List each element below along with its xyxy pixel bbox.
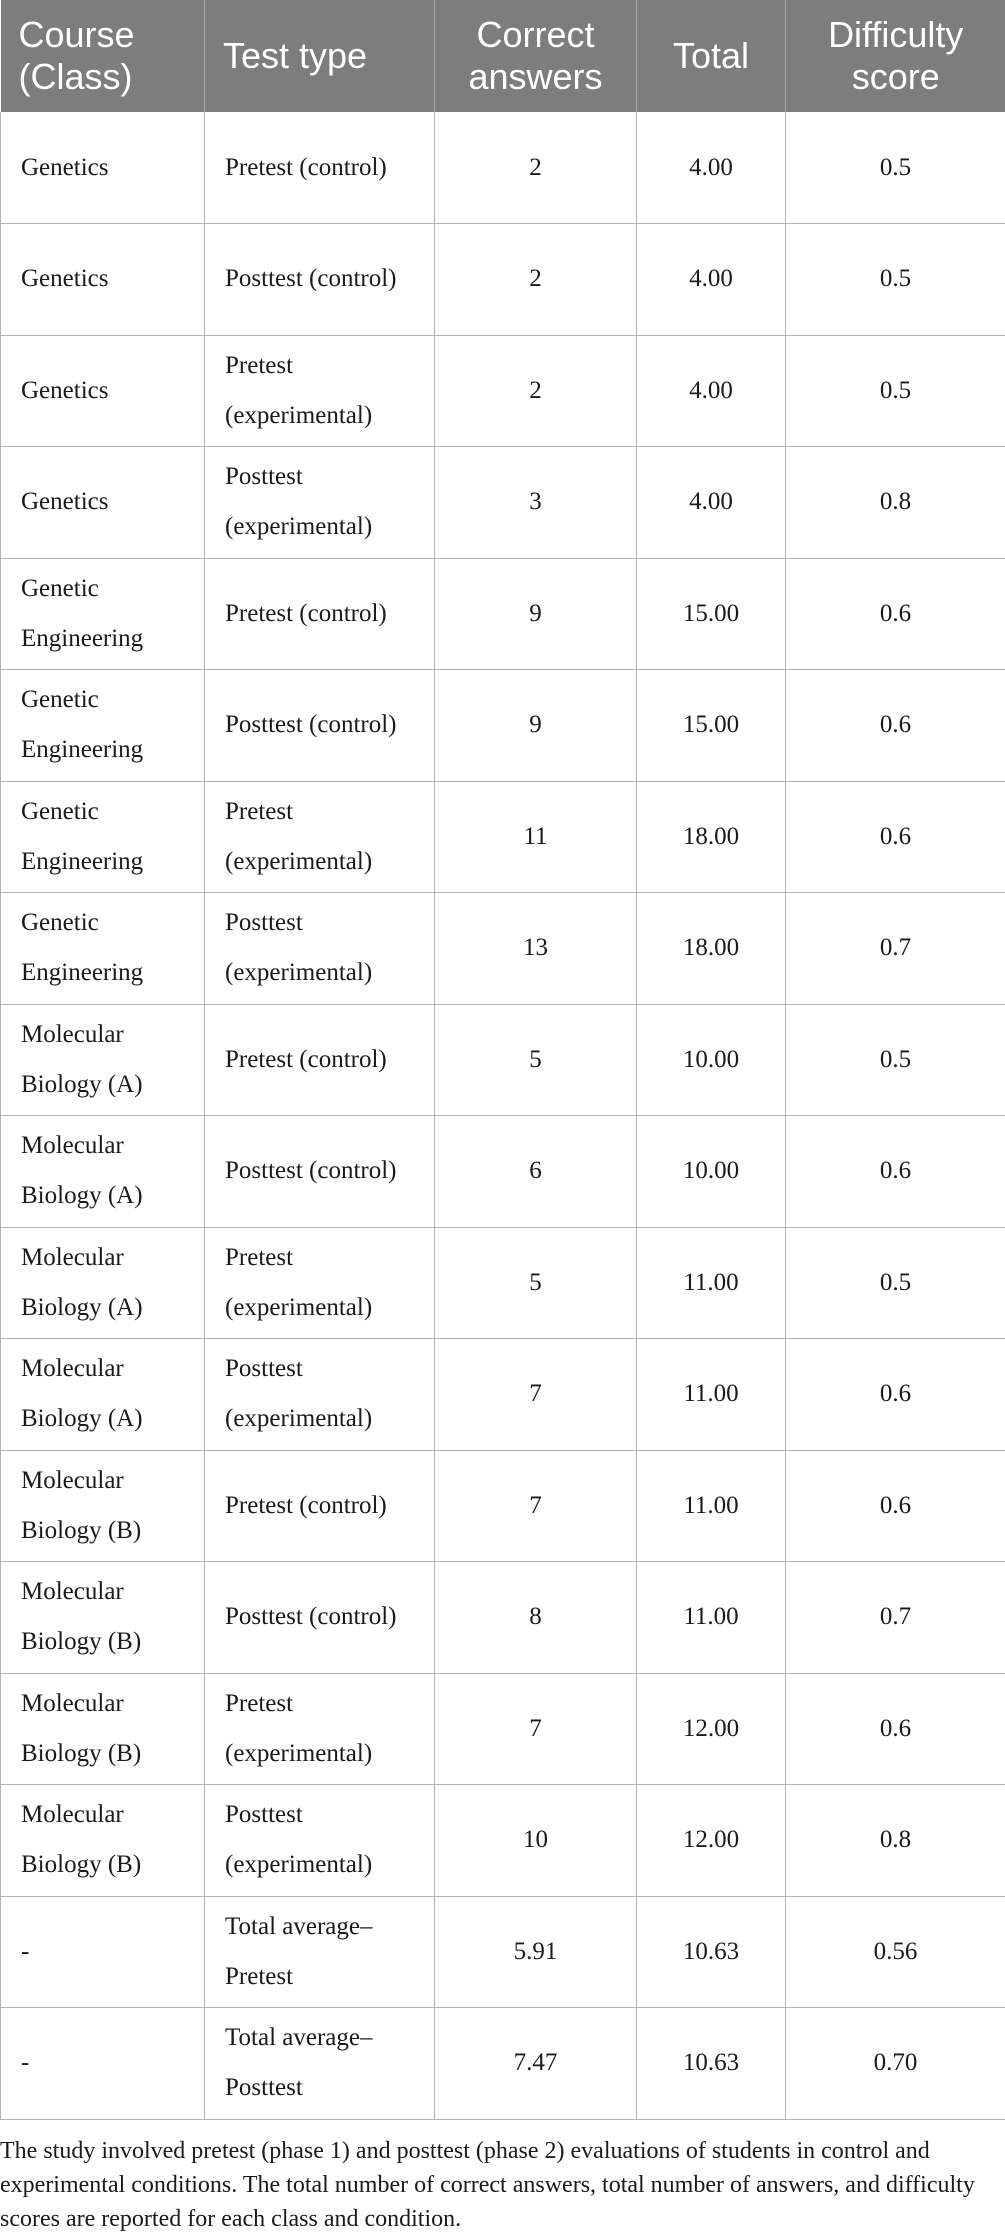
total-cell: 10.63 (637, 2008, 786, 2120)
correct-answers-cell: 5 (435, 1227, 637, 1339)
correct-answers-cell: 5.91 (435, 1896, 637, 2008)
course-class-cell: Molecular Biology (B) (1, 1450, 205, 1562)
course-class-cell: Genetic Engineering (1, 558, 205, 670)
test-type-cell: Pretest (control) (205, 1004, 435, 1116)
total-cell: 11.00 (637, 1562, 786, 1674)
correct-answers-cell: 9 (435, 558, 637, 670)
course-class-cell: - (1, 2008, 205, 2120)
test-type-cell: Posttest (control) (205, 1116, 435, 1228)
course-class-cell: Genetics (1, 224, 205, 336)
test-type-cell: Total average–Pretest (205, 1896, 435, 2008)
correct-answers-cell: 8 (435, 1562, 637, 1674)
course-class-cell: Genetics (1, 112, 205, 224)
total-cell: 11.00 (637, 1227, 786, 1339)
table-row (1, 1004, 1005, 1116)
test-type-cell: Pretest (control) (205, 112, 435, 224)
header-correct-answers: Correct answers (435, 0, 637, 112)
total-cell: 12.00 (637, 1673, 786, 1785)
course-class-cell: Genetic Engineering (1, 670, 205, 782)
course-class-cell: Molecular Biology (B) (1, 1673, 205, 1785)
total-cell: 15.00 (637, 670, 786, 782)
difficulty-score-cell: 0.70 (786, 2008, 1005, 2120)
table-row (1, 1339, 1005, 1451)
difficulty-score-cell: 0.8 (786, 447, 1005, 559)
total-cell: 10.63 (637, 1896, 786, 2008)
table-row (1, 112, 1005, 224)
course-class-cell: Genetics (1, 447, 205, 559)
table-row (1, 1673, 1005, 1785)
test-type-cell: Pretest (control) (205, 558, 435, 670)
table-row (1, 781, 1005, 893)
total-cell: 4.00 (637, 112, 786, 224)
test-type-cell: Pretest (experimental) (205, 781, 435, 893)
correct-answers-cell: 7.47 (435, 2008, 637, 2120)
table-row (1, 1562, 1005, 1674)
table-footnote: The study involved pretest (phase 1) and posttest (phase 2) evaluations of students in control and experimental conditions. The total number of correct answers, total number of answers, and difficulty scores are reported for each class and condition. (0, 2120, 1005, 2236)
total-cell: 15.00 (637, 558, 786, 670)
correct-answers-cell: 6 (435, 1116, 637, 1228)
difficulty-score-cell: 0.7 (786, 1562, 1005, 1674)
total-cell: 11.00 (637, 1339, 786, 1451)
total-cell: 18.00 (637, 781, 786, 893)
difficulty-score-cell: 0.7 (786, 893, 1005, 1005)
course-class-cell: Molecular Biology (B) (1, 1785, 205, 1897)
table-row (1, 1450, 1005, 1562)
difficulty-score-cell: 0.56 (786, 1896, 1005, 2008)
total-cell: 12.00 (637, 1785, 786, 1897)
total-cell: 4.00 (637, 224, 786, 336)
table-row (1, 447, 1005, 559)
difficulty-score-cell: 0.5 (786, 224, 1005, 336)
difficulty-score-cell: 0.6 (786, 781, 1005, 893)
course-class-cell: Molecular Biology (B) (1, 1562, 205, 1674)
difficulty-score-cell: 0.5 (786, 112, 1005, 224)
test-type-cell: Posttest (control) (205, 670, 435, 782)
table-row (1, 335, 1005, 447)
difficulty-score-cell: 0.6 (786, 558, 1005, 670)
table-row (1, 2008, 1005, 2120)
table-body (1, 112, 1005, 2119)
difficulty-score-cell: 0.6 (786, 670, 1005, 782)
difficulty-score-cell: 0.5 (786, 1004, 1005, 1116)
table-row (1, 670, 1005, 782)
course-class-cell: Molecular Biology (A) (1, 1339, 205, 1451)
header-test-type: Test type (205, 0, 435, 112)
total-cell: 10.00 (637, 1004, 786, 1116)
correct-answers-cell: 7 (435, 1673, 637, 1785)
table-row (1, 558, 1005, 670)
header-total: Total (637, 0, 786, 112)
total-cell: 4.00 (637, 447, 786, 559)
table-row (1, 1896, 1005, 2008)
test-type-cell: Total average–Posttest (205, 2008, 435, 2120)
correct-answers-cell: 13 (435, 893, 637, 1005)
test-type-cell: Posttest (experimental) (205, 893, 435, 1005)
test-type-cell: Pretest (experimental) (205, 1673, 435, 1785)
correct-answers-cell: 2 (435, 112, 637, 224)
course-class-cell: Molecular Biology (A) (1, 1004, 205, 1116)
total-cell: 10.00 (637, 1116, 786, 1228)
course-class-cell: Molecular Biology (A) (1, 1116, 205, 1228)
difficulty-score-cell: 0.6 (786, 1116, 1005, 1228)
correct-answers-cell: 3 (435, 447, 637, 559)
test-type-cell: Posttest (experimental) (205, 447, 435, 559)
correct-answers-cell: 10 (435, 1785, 637, 1897)
test-type-cell: Pretest (experimental) (205, 335, 435, 447)
table-row (1, 1785, 1005, 1897)
course-class-cell: Molecular Biology (A) (1, 1227, 205, 1339)
correct-answers-cell: 7 (435, 1339, 637, 1451)
test-type-cell: Pretest (experimental) (205, 1227, 435, 1339)
difficulty-score-cell: 0.6 (786, 1450, 1005, 1562)
correct-answers-cell: 11 (435, 781, 637, 893)
header-row (1, 0, 1005, 112)
correct-answers-cell: 2 (435, 335, 637, 447)
total-cell: 4.00 (637, 335, 786, 447)
table-row (1, 1116, 1005, 1228)
test-type-cell: Posttest (control) (205, 1562, 435, 1674)
difficulty-score-cell: 0.6 (786, 1673, 1005, 1785)
correct-answers-cell: 9 (435, 670, 637, 782)
table-header (1, 0, 1005, 112)
course-class-cell: Genetic Engineering (1, 893, 205, 1005)
table-row (1, 893, 1005, 1005)
test-type-cell: Posttest (control) (205, 224, 435, 336)
correct-answers-cell: 2 (435, 224, 637, 336)
difficulty-score-cell: 0.8 (786, 1785, 1005, 1897)
total-cell: 18.00 (637, 893, 786, 1005)
course-class-cell: Genetic Engineering (1, 781, 205, 893)
test-type-cell: Pretest (control) (205, 1450, 435, 1562)
difficulty-score-cell: 0.5 (786, 335, 1005, 447)
total-cell: 11.00 (637, 1450, 786, 1562)
table-row (1, 1227, 1005, 1339)
test-type-cell: Posttest (experimental) (205, 1785, 435, 1897)
table-row (1, 224, 1005, 336)
header-difficulty-score: Difficulty score (786, 0, 1005, 112)
course-class-cell: - (1, 1896, 205, 2008)
difficulty-score-cell: 0.5 (786, 1227, 1005, 1339)
correct-answers-cell: 5 (435, 1004, 637, 1116)
difficulty-score-cell: 0.6 (786, 1339, 1005, 1451)
correct-answers-cell: 7 (435, 1450, 637, 1562)
course-class-cell: Genetics (1, 335, 205, 447)
header-course-class: Course (Class) (1, 0, 205, 112)
test-type-cell: Posttest (experimental) (205, 1339, 435, 1451)
